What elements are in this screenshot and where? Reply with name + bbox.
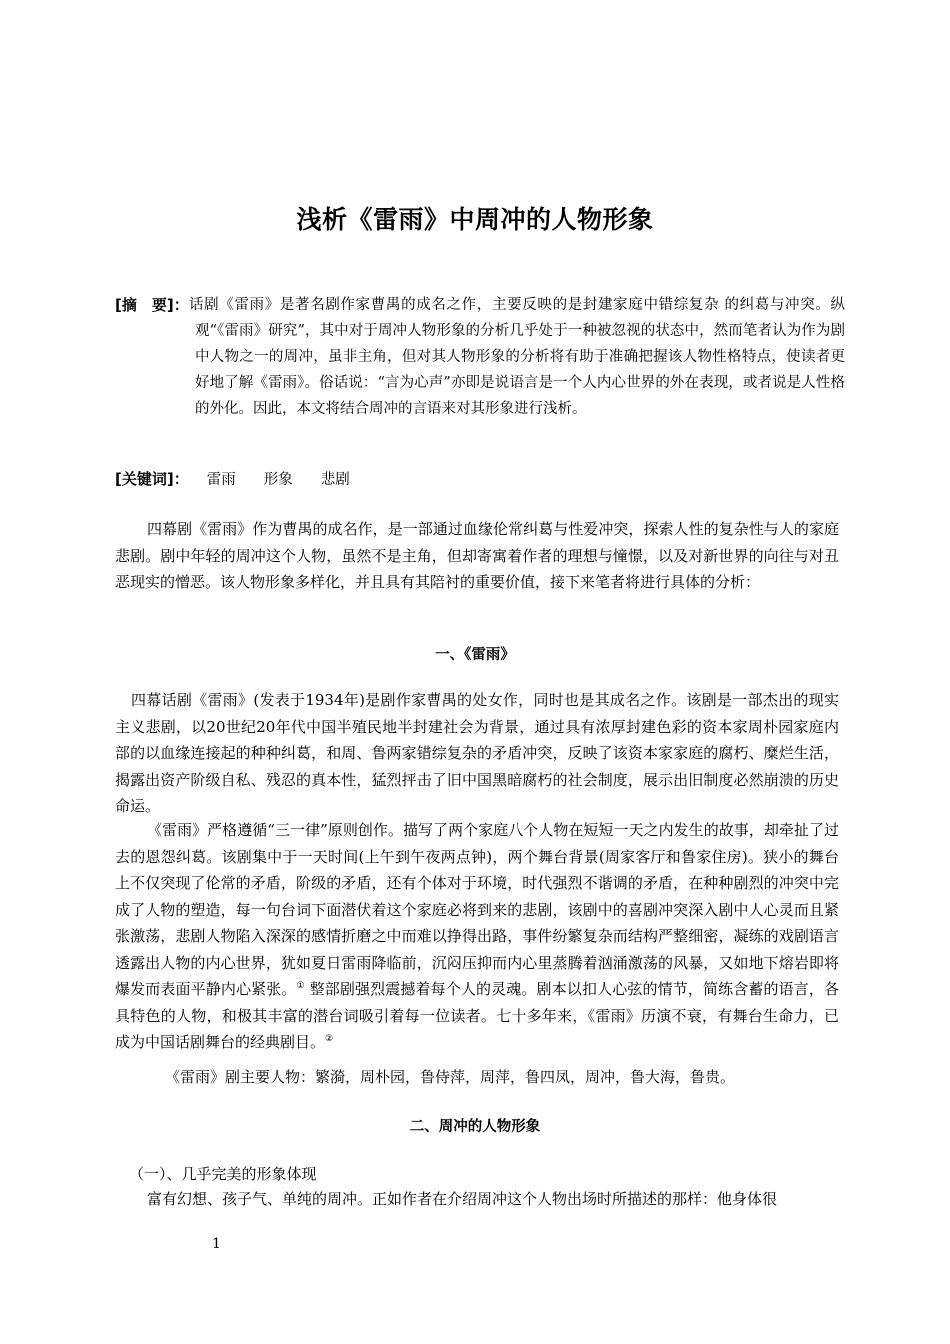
paper-title: 浅析《雷雨》中周冲的人物形象 [296, 205, 654, 234]
keywords-block [115, 466, 360, 493]
section1-paragraph-2-cont: 整部剧强烈震撼着每个人的灵魂。剧本以扣人心弦的情节，简练含蓄的语言，各具特色的人物，和极其丰富的潜台词吸引着每一位读者。七十多年来，《雷雨》历演不衰，有舞台生命力，已成为中国话剧舞台的经典剧目。 [115, 980, 839, 1051]
characters-paragraph: 《雷雨》剧主要人物：繁漪，周朴园，鲁侍萍，周萍，鲁四凤，周冲，鲁大海，鲁贵。 [165, 1068, 736, 1086]
subsection-heading-1: （一）、几乎完美的形象体现 [129, 1165, 317, 1183]
abstract-text: 话剧《雷雨》是著名剧作家曹禺的成名之作，主要反映的是封建家庭中错综复杂 的纠葛与冲突。纵观“《雷雨》研究”，其中对于周冲人物形象的分析几乎处于一种被忽视的状态中，然而笔者认为作为剧中人物之一的周冲，虽非主角，但对其人物形象的分析将有助于准确把握该人物性格特点，使读者更好地了解《雷雨》。俗话说：“言为心声”亦即是说语言是一个人内心世界的外在表现，或者说是人性格的外化。因此，本文将结合周冲的言语来对其形象进行浅析。 [189, 297, 845, 417]
keyword: 形象 [263, 472, 293, 488]
section1-paragraph-1: 四幕话剧《雷雨》(发表于1934年)是剧作家曹禺的处女作，同时也是其成名之作。该剧是一部杰出的现实主义悲剧，以20世纪20年代中国半殖民地半封建社会为背景，通过具有浓厚封建色彩的资本家周朴园家庭内部的以血缘连接起的种种纠葛，和周、鲁两家错综复杂的矛盾冲突，反映了该资本家家庭的腐朽、糜烂生活，揭露出资产阶级自私、残忍的真本性，猛烈抨击了旧中国黑暗腐朽的社会制度，展示出旧制度必然崩溃的历史命运。 [115, 691, 839, 815]
keywords-label: [关键词]： [115, 470, 189, 488]
footnote-ref-1[interactable]: ① [296, 981, 305, 991]
page-number: 1 [212, 1236, 221, 1252]
section-heading-2: 二、周冲的人物形象 [409, 1119, 541, 1135]
keyword: 雷雨 [206, 472, 236, 488]
intro-paragraph: 四幕剧《雷雨》作为曹禺的成名作，是一部通过血缘伦常纠葛与性爱冲突，探索人性的复杂性与人的家庭悲剧。剧中年轻的周冲这个人物，虽然不是主角，但却寄寓着作者的理想与憧憬，以及对新世界的向往与对丑恶现实的憎恶。该人物形象多样化，并且具有其陪衬的重要价值，接下来笔者将进行具体的分析： [115, 520, 839, 591]
abstract-block [115, 292, 845, 422]
section1-paragraph-2 [115, 817, 839, 1056]
footnote-ref-2[interactable]: ② [325, 1034, 334, 1044]
section1-paragraph-2-text: 《雷雨》严格遵循“三一律”原则创作。描写了两个家庭八个人物在短短一天之内发生的故事，却牵扯了过去的恩怨纠葛。该剧集中于一天时间(上午到午夜两点钟)，两个舞台背景(周家客厅和鲁家住房)。狭小的舞台上不仅突现了伦常的矛盾，阶级的矛盾，还有个体对于环境，时代强烈不谐调的矛盾，在种种剧烈的冲突中完成了人物的塑造，每一句台词下面潜伏着这个家庭必将到来的悲剧，该剧中的喜剧冲突深入剧中人心灵而且紧张激荡，悲剧人物陷入深深的感情折磨之中而难以挣得出路，事件纷繁复杂而结构严整细密，凝练的戏剧语言透露出人物的内心世界，犹如夏日雷雨降临前，沉闷压抑而内心里蒸腾着汹涌激荡的风暴，又如地下熔岩即将爆发而表面平静内心紧张。 [115, 821, 839, 998]
keyword: 悲剧 [320, 472, 350, 488]
section-heading-1: 一、《雷雨》 [435, 647, 515, 663]
abstract-label: [摘 要]： [115, 296, 189, 314]
section2-paragraph-1: 富有幻想、孩子气、单纯的周冲。正如作者在介绍周冲这个人物出场时所描述的那样：他身体很 [147, 1190, 778, 1208]
